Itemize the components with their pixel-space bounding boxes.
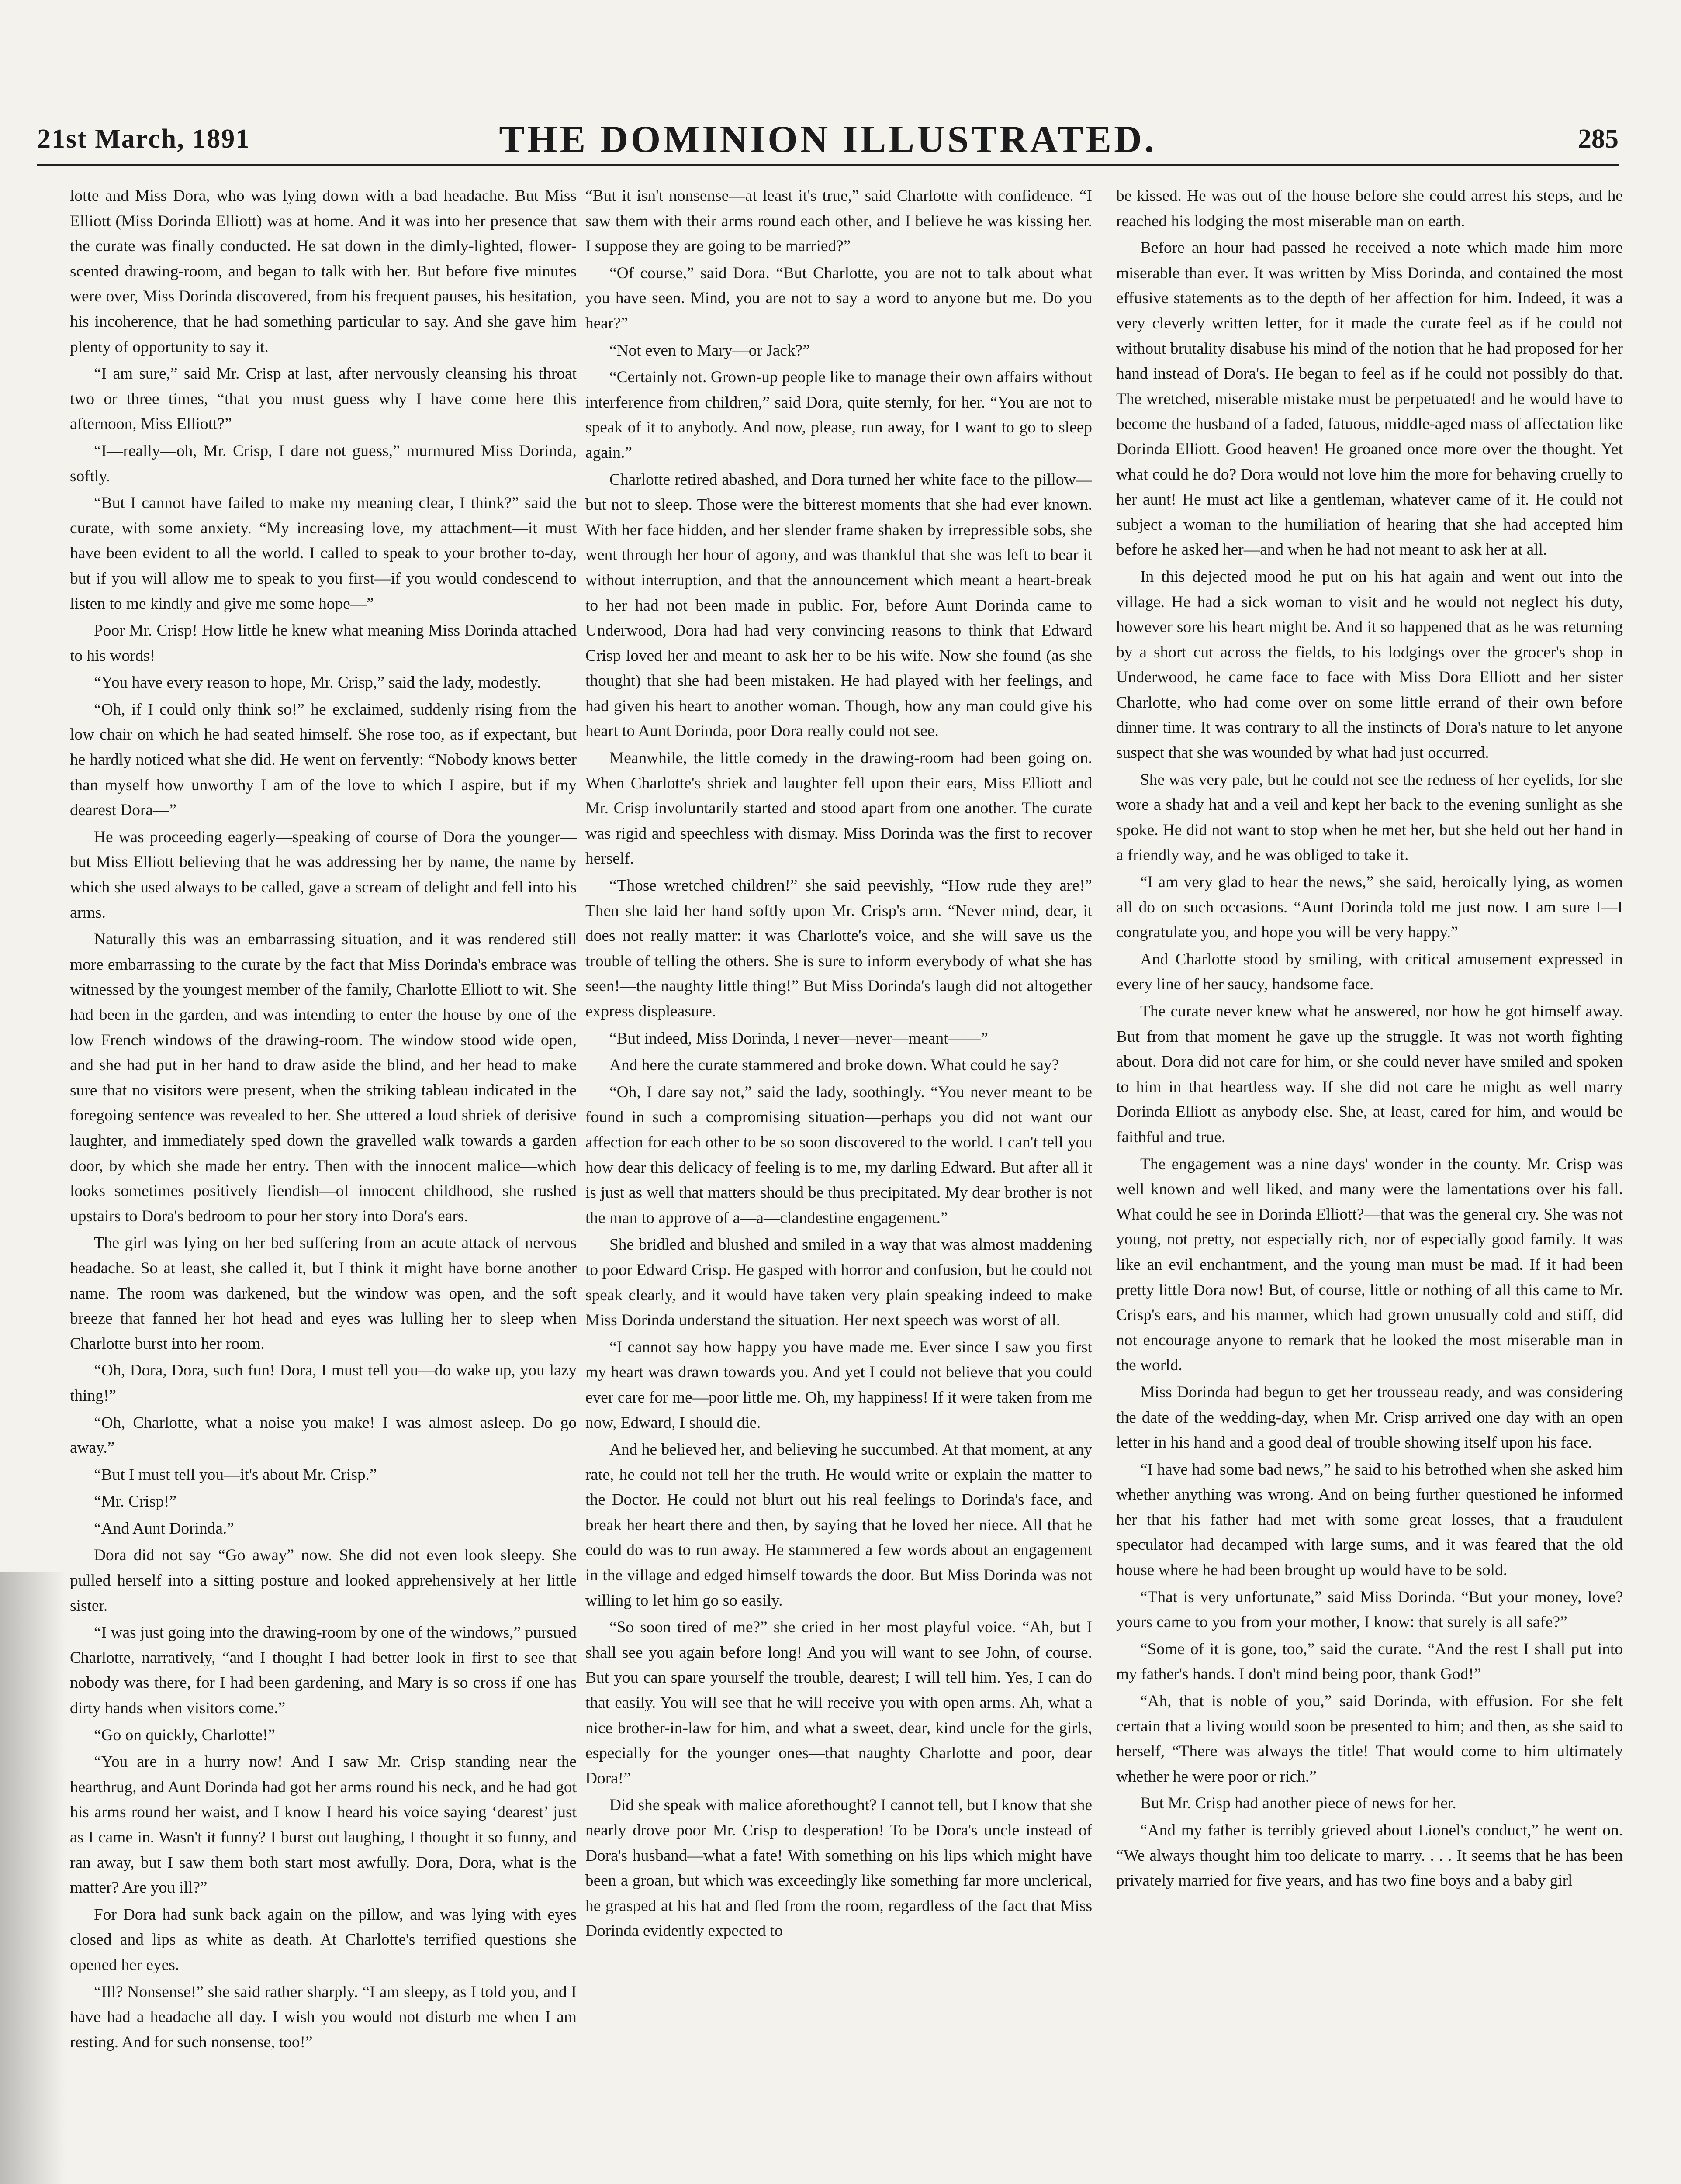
paragraph: “I—really—oh, Mr. Crisp, I dare not guess,” murmured Miss Dorinda, softly.	[70, 442, 577, 485]
paragraph: Dora did not say “Go away” now. She did not even look sleepy. She pulled herself into a sitting posture and looked apprehensively at her little sister.	[70, 1546, 577, 1615]
paragraph: be kissed. He was out of the house before she could arrest his steps, and he reached his lodging the most miserable man on earth.	[1116, 187, 1623, 230]
paragraph: “Mr. Crisp!”	[94, 1493, 176, 1511]
paragraph: The curate never knew what he answered, nor how he got himself away. But from that moment he gave up the struggle. It was not worth fighting about. Dora did not care for him, or she could never have smiled and spoken to him in that heartless way. If she did not care he might as well marry Dorinda Elliott as anybody else. She, at least, cared for him, and would be faithful and true.	[1116, 1002, 1623, 1146]
paragraph: Miss Dorinda had begun to get her trousseau ready, and was considering the date of the wedding-day, when Mr. Crisp arrived one day with an open letter in his hand and a good deal of trouble showing itself upon his face.	[1116, 1383, 1623, 1452]
text-column-1	[70, 183, 577, 2184]
paragraph: Meanwhile, the little comedy in the drawing-room had been going on. When Charlotte's shriek and laughter fell upon their ears, Miss Elliott and Mr. Crisp involuntarily started and stood apart from one another. The curate was rigid and speechless with dismay. Miss Dorinda was the first to recover herself.	[585, 749, 1092, 868]
paragraph: “Oh, Dora, Dora, such fun! Dora, I must tell you—do wake up, you lazy thing!”	[70, 1362, 577, 1405]
paragraph: “I was just going into the drawing-room by one of the windows,” pursued Charlotte, narratively, “and I thought I had better look in first to see that nobody was there, for I had been gardening, and Mary is so cross if one has dirty hands when visitors come.”	[70, 1624, 577, 1717]
text-column-3	[1116, 183, 1623, 2184]
page-number: 285	[1578, 124, 1619, 154]
paragraph: lotte and Miss Dora, who was lying down with a bad headache. But Miss Elliott (Miss Dorinda Elliott) was at home. And it was into her presence that the curate was finally conducted. He sat down in the dimly-lighted, flower-scented drawing-room, and began to talk with her. But before five minutes were over, Miss Dorinda discovered, from his frequent pauses, his hesitation, his incoherence, that he had something particular to say. And she gave him plenty of opportunity to say it.	[70, 187, 577, 356]
paragraph: “But it isn't nonsense—at least it's true,” said Charlotte with confidence. “I saw them with their arms round each other, and I believe he was kissing her. I suppose they are going to be married?”	[585, 187, 1092, 256]
page-header	[37, 116, 1619, 161]
paragraph: “Ill? Nonsense!” she said rather sharply. “I am sleepy, as I told you, and I have had a headache all day. I wish you would not disturb me when I am resting. And for such nonsense, too!”	[70, 1983, 577, 2051]
paragraph: And Charlotte stood by smiling, with critical amusement expressed in every line of her saucy, handsome face.	[1116, 950, 1623, 994]
paragraph: “Oh, if I could only think so!” he exclaimed, suddenly rising from the low chair on which he had seated himself. She rose too, as if expectant, but he hardly noticed what she did. He went on fervently: “Nobody knows better than myself how unworthy I am of the love to which I aspire, but if my dearest Dora—”	[70, 700, 577, 819]
paragraph: “And Aunt Dorinda.”	[94, 1519, 234, 1538]
paragraph: “But indeed, Miss Dorinda, I never—never—meant——”	[609, 1029, 989, 1047]
masthead-title: THE DOMINION ILLUSTRATED.	[499, 118, 1157, 161]
paragraph: “Some of it is gone, too,” said the curate. “And the rest I shall put into my father's hands. I don't mind being poor, thank God!”	[1116, 1640, 1623, 1683]
paragraph: “Oh, Charlotte, what a noise you make! I was almost asleep. Do go away.”	[70, 1413, 577, 1457]
paragraph: The engagement was a nine days' wonder in the county. Mr. Crisp was well known and well liked, and many were the lamentations over his fall. What could he see in Dorinda Elliott?—that was the general cry. She was not young, not pretty, not especially rich, nor of especially good family. It was like an evil enchantment, and the young man must be mad. If it had been pretty little Dora now! But, of course, little or nothing of all this came to Mr. Crisp's ears, and his manner, which had grown unusually cold and stiff, did not encourage anyone to remark that he looked the most miserable man in the world.	[1116, 1155, 1623, 1375]
header-rule	[37, 164, 1619, 166]
paragraph: “But I cannot have failed to make my meaning clear, I think?” said the curate, with some anxiety. “My increasing love, my attachment—it must have been evident to all the world. I called to speak to your brother to-day, but if you will allow me to speak to you first—if you would condescend to listen to me kindly and give me some hope—”	[70, 494, 577, 613]
paragraph: Charlotte retired abashed, and Dora turned her white face to the pillow—but not to sleep. Those were the bitterest moments that she had ever known. With her face hidden, and her slender frame shaken by irrepressible sobs, she went through her hour of agony, and was thankful that she was left to bear it without interruption, and that the announcement which meant a heart-break to her had not been made in public. For, before Aunt Dorinda came to Underwood, Dora had had very convincing reasons to think that Edward Crisp loved her and meant to ask her to be his wife. Now she found (as she thought) that she had been mistaken. He had played with her feelings, and had given his heart to another woman. Though, how any man could give his heart to Aunt Dorinda, poor Dora really could not see.	[585, 470, 1092, 740]
paragraph: “I am very glad to hear the news,” she said, heroically lying, as women all do on such occasions. “Aunt Dorinda told me just now. I am sure I—I congratulate you, and hope you will be very happy.”	[1116, 873, 1623, 942]
paragraph: “That is very unfortunate,” said Miss Dorinda. “But your money, love? yours came to you from your mother, I know: that surely is all safe?”	[1116, 1588, 1623, 1631]
scan-edge-shadow	[0, 1572, 66, 2184]
issue-date: 21st March, 1891	[37, 124, 250, 154]
paragraph: For Dora had sunk back again on the pillow, and was lying with eyes closed and lips as white as death. At Charlotte's terrified questions she opened her eyes.	[70, 1905, 577, 1974]
paragraph: “Not even to Mary—or Jack?”	[609, 341, 810, 359]
paragraph: “Those wretched children!” she said peevishly, “How rude they are!” Then she laid her hand softly upon Mr. Crisp's arm. “Never mind, dear, it does not really matter: it was Charlotte's voice, and she will save us the trouble of telling the others. She is sure to inform everybody of what she has seen!—the naughty little thing!” But Miss Dorinda's laugh did not altogether express displeasure.	[585, 877, 1092, 1020]
paragraph: “Of course,” said Dora. “But Charlotte, you are not to talk about what you have seen. Mind, you are not to say a word to anyone but me. Do you hear?”	[585, 264, 1092, 332]
paragraph: Before an hour had passed he received a note which made him more miserable than ever. It was written by Miss Dorinda, and contained the most effusive statements as to the depth of her affection for him. Indeed, it was a very cleverly written letter, for it made the curate feel as if he could not without brutality disabuse his mind of the notion that he had proposed for her hand instead of Dora's. He began to feel as if he could not possibly do that. The wretched, miserable mistake must be perpetuated! and he would have to become the husband of a faded, fatuous, middle-aged mass of affectation like Dorinda Elliott. Good heaven! He groaned once more over the thought. Yet what could he do? Dora would not love him the more for behaving cruelly to her aunt! He must act like a gentleman, whatever came of it. He could not subject a woman to the humiliation of hearing that she had accepted him before he asked her—and when he had not meant to ask her at all.	[1116, 239, 1623, 559]
text-column-2	[585, 183, 1092, 2184]
paragraph: But Mr. Crisp had another piece of news for her.	[1140, 1794, 1456, 1813]
paragraph: And here the curate stammered and broke down. What could he say?	[609, 1056, 1059, 1075]
paragraph: He was proceeding eagerly—speaking of course of Dora the younger—but Miss Elliott believing that he was addressing her by name, the name by which she used always to be called, gave a scream of delight and fell into his arms.	[70, 828, 577, 922]
paragraph: Naturally this was an embarrassing situation, and it was rendered still more embarrassing to the curate by the fact that Miss Dorinda's embrace was witnessed by the youngest member of the family, Charlotte Elliott to wit. She had been in the garden, and was intending to enter the house by one of the low French windows of the drawing-room. The window stood wide open, and she had put in her hand to draw aside the blind, and her head to make sure that no visitors were present, when the striking tableau indicated in the foregoing sentence was revealed to her. She uttered a loud shriek of derisive laughter, and immediately sped down the gravelled walk towards a garden door, by which she made her entry. Then with the innocent malice—which looks sometimes positively fiendish—of innocent childhood, she rushed upstairs to Dora's bedroom to pour her story into Dora's ears.	[70, 930, 577, 1225]
paragraph: Poor Mr. Crisp! How little he knew what meaning Miss Dorinda attached to his words!	[70, 622, 577, 665]
paragraph: “And my father is terribly grieved about Lionel's conduct,” he went on. “We always thought him too delicate to marry. . . . It seems that he has been privately married for five years, and has two fine boys and a baby girl	[1116, 1821, 1623, 1890]
paragraph: “I have had some bad news,” he said to his betrothed when she asked him whether anything was wrong. And on being further questioned he informed her that his father had met with some great losses, that a fraudulent speculator had decamped with large sums, and it was feared that the old house where he had been brought up would have to be sold.	[1116, 1460, 1623, 1579]
paragraph: “Ah, that is noble of you,” said Dorinda, with effusion. For she felt certain that a living would soon be presented to him; and then, as she said to herself, “There was always the title! That would come to him ultimately whether he were poor or rich.”	[1116, 1692, 1623, 1786]
paragraph: “I cannot say how happy you have made me. Ever since I saw you first my heart was drawn towards you. And yet I could not believe that you could ever care for me—poor little me. Oh, my happiness! If it were taken from me now, Edward, I should die.	[585, 1338, 1092, 1432]
paragraph: She was very pale, but he could not see the redness of her eyelids, for she wore a shady hat and a veil and kept her back to the evening sunlight as she spoke. He did not want to stop when he met her, but she held out her hand in a friendly way, and he was obliged to take it.	[1116, 771, 1623, 864]
paragraph: “So soon tired of me?” she cried in her most playful voice. “Ah, but I shall see you again before long! And you will want to see John, of course. But you can spare yourself the trouble, dearest; I will tell him. Yes, I can do that easily. You will see that he will receive you with open arms. Ah, what a nice brother-in-law for him, and what a sweet, dear, kind uncle for the girls, especially for the younger ones—that naughty Charlotte and poor, dear Dora!”	[585, 1618, 1092, 1787]
paragraph: “Certainly not. Grown-up people like to manage their own affairs without interference from children,” said Dora, quite sternly, for her. “You are not to speak of it to anybody. And now, please, run away, for I want to go to sleep again.”	[585, 368, 1092, 462]
paragraph: “But I must tell you—it's about Mr. Crisp.”	[94, 1465, 377, 1484]
paragraph: In this dejected mood he put on his hat again and went out into the village. He had a sick woman to visit and he would not neglect his duty, however sore his heart might be. And it so happened that as he was returning by a short cut across the fields, to his lodgings over the grocer's shop in Underwood, he came face to face with Miss Dora Elliott and her sister Charlotte, who had come over on some little errand of their own before dinner time. It was contrary to all the instincts of Dora's nature to let anyone suspect that she was wounded by what had just occurred.	[1116, 567, 1623, 762]
paragraph: “I am sure,” said Mr. Crisp at last, after nervously cleansing his throat two or three times, “that you must guess why I have come here this afternoon, Miss Elliott?”	[70, 365, 577, 433]
paragraph: “You have every reason to hope, Mr. Crisp,” said the lady, modestly.	[94, 674, 541, 692]
paragraph: “You are in a hurry now! And I saw Mr. Crisp standing near the hearthrug, and Aunt Dorinda had got her arms round his neck, and he had got his arms round her waist, and I know I heard his voice saying ‘dearest’ just as I came in. Wasn't it funny? I burst out laughing, I thought it so funny, and ran away, but I saw them both start most awfully. Dora, Dora, what is the matter? Are you ill?”	[70, 1753, 577, 1897]
paragraph: Did she speak with malice aforethought? I cannot tell, but I know that she nearly drove poor Mr. Crisp to desperation! To be Dora's uncle instead of Dora's husband—what a fate! With something on his lips which might have been a groan, but which was exceedingly like something far more unclerical, he grasped at his hat and fled from the room, regardless of the fact that Miss Dorinda evidently expected to	[585, 1796, 1092, 1940]
paragraph: She bridled and blushed and smiled in a way that was almost maddening to poor Edward Crisp. He gasped with horror and confusion, but he could not speak clearly, and it would have taken very plain speaking indeed to make Miss Dorinda understand the situation. Her next speech was worst of all.	[585, 1236, 1092, 1330]
paragraph: “Oh, I dare say not,” said the lady, soothingly. “You never meant to be found in such a compromising situation—perhaps you did not want our affection for each other to be so soon discovered to the world. I can't tell you how dear this delicacy of feeling is to me, my darling Edward. But after all it is just as well that matters should be thus precipitated. My dear brother is not the man to approve of a—a—clandestine engagement.”	[585, 1083, 1092, 1227]
paragraph: The girl was lying on her bed suffering from an acute attack of nervous headache. So at least, she called it, but I think it might have borne another name. The room was darkened, but the window was open, and the soft breeze that fanned her hot head and eyes was lulling her to sleep when Charlotte burst into her room.	[70, 1234, 577, 1353]
paragraph: And he believed her, and believing he succumbed. At that moment, at any rate, he could not tell her the truth. He would write or explain the matter to the Doctor. He could not blurt out his real feelings to Dorinda's face, and break her heart there and then, by saying that he loved her niece. All that he could do was to run away. He stammered a few words about an engagement in the village and edged himself towards the door. But Miss Dorinda was not willing to let him go so easily.	[585, 1441, 1092, 1610]
paragraph: “Go on quickly, Charlotte!”	[94, 1726, 275, 1744]
